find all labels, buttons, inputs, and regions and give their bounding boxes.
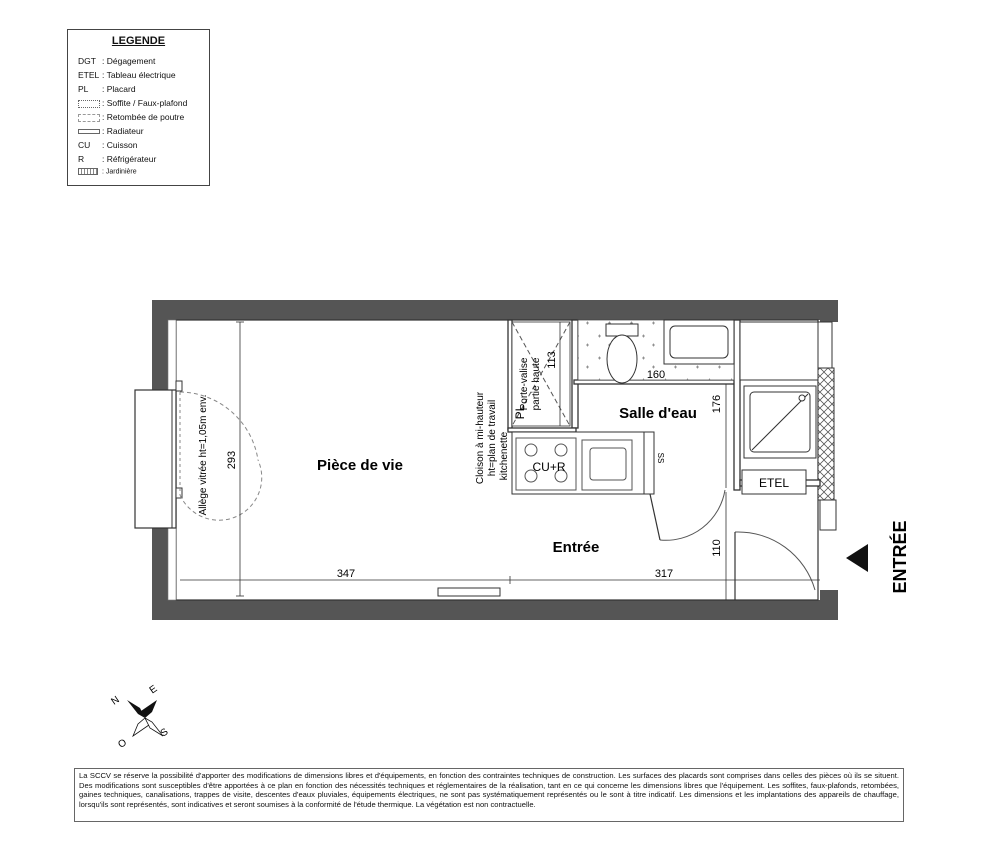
cloison-line2: ht=plan de travail bbox=[487, 399, 498, 477]
bathroom-door bbox=[660, 490, 725, 540]
dim-110: 110 bbox=[711, 539, 723, 557]
legend-title: LEGENDE bbox=[111, 35, 166, 47]
allege-label: Allège vitrée ht=1,05m env. bbox=[198, 394, 209, 516]
shower bbox=[744, 386, 816, 458]
compass-o: O bbox=[116, 737, 129, 751]
radiator bbox=[438, 588, 500, 596]
cloison-line3: kitchenette bbox=[499, 431, 510, 481]
dim-160: 160 bbox=[646, 369, 666, 381]
kitchen-label: CU+R bbox=[532, 460, 566, 474]
compass-icon bbox=[109, 683, 170, 750]
compass-s: S bbox=[158, 726, 171, 740]
legend-row: CU : Cuisson bbox=[78, 140, 138, 150]
dim-176: 176 bbox=[711, 394, 723, 414]
room-entrance: Entrée bbox=[552, 539, 600, 556]
compass-e: E bbox=[147, 683, 160, 697]
legend-row: : Radiateur bbox=[78, 126, 144, 136]
placard-label: PL bbox=[513, 404, 527, 420]
legend-row: ETEL : Tableau électrique bbox=[78, 70, 176, 80]
disclaimer: La SCCV se réserve la possibilité d'apporter des modifications de dimensions libres et d'équipements, en fonction des contraintes techniques de construction. Les surfaces des placards sont comprises dans celles des pièces où ils se situent. Des modifications sont susceptibles d'être apportées à ce plan en fonction des nécessités techniques et réglementaires de la réalisation, tant en ce qui concerne les dimensions libres que l'équipement. Les soffites, faux-plafonds, retombées, gaines techniques, canalisations, trappes de visite, descentes d'eaux pluviales, équipements électriques, ne sont pas systématiquement représentés ou le sont à titre indicatif. Les dimensions et les implantations des appareils de chauffage, lorsqu'ils sont représentés, sont indicatives et seront soumises à la conformité de l'étude thermique. La végétation est non contractuelle. bbox=[74, 768, 904, 822]
dim-293: 293 bbox=[226, 450, 238, 470]
cloison-line1: Cloison à mi-hauteur bbox=[475, 391, 486, 485]
dim-317: 317 bbox=[654, 568, 674, 580]
legend-row: : Jardinière bbox=[78, 168, 137, 175]
porte-valise-line2: partie haute bbox=[531, 357, 542, 411]
dim-347: 347 bbox=[336, 568, 356, 580]
ss-label: SS bbox=[656, 452, 665, 464]
legend-row: : Retombée de poutre bbox=[78, 112, 184, 122]
dim-113: 113 bbox=[546, 351, 558, 369]
porte-valise-line1: Porte-valise bbox=[519, 357, 530, 411]
legend-row: PL : Placard bbox=[78, 84, 136, 94]
compass-n: N bbox=[109, 694, 122, 708]
entry-door[interactable] bbox=[735, 532, 815, 590]
legend-row: R : Réfrigérateur bbox=[78, 154, 157, 164]
entry-arrow-icon bbox=[846, 544, 868, 572]
sink bbox=[664, 320, 734, 364]
legend-row: DGT : Dégagement bbox=[78, 56, 156, 66]
etel-label: ETEL bbox=[758, 476, 790, 490]
legend-row: : Soffite / Faux-plafond bbox=[78, 98, 187, 108]
entry-label: ENTRÉE bbox=[890, 520, 910, 594]
toilet bbox=[606, 324, 638, 383]
room-bathroom: Salle d'eau bbox=[619, 405, 697, 422]
room-living: Pièce de vie bbox=[317, 457, 403, 474]
